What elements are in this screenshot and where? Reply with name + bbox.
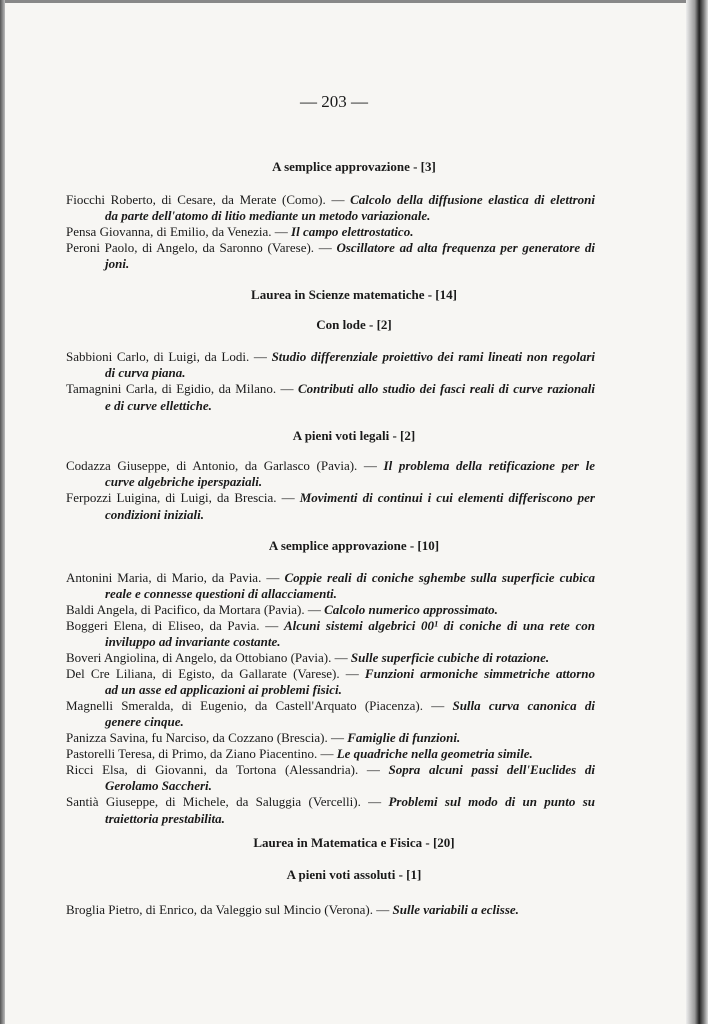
entry-line	[66, 901, 595, 919]
section-heading: Con lode - [2]	[316, 317, 392, 332]
entry-title: Studio differenziale proiettivo dei rami lineati non regolari	[271, 349, 595, 364]
entry-title: Calcolo numerico approssimato.	[324, 602, 498, 617]
entry-title: Sulla curva canonica di	[452, 698, 595, 713]
entry-line	[105, 255, 595, 273]
entry-line	[66, 793, 595, 811]
entry-author: Ricci Elsa, di Giovanni, da Tortona (Alessandria). —	[66, 762, 389, 777]
entry-author: Magnelli Smeralda, di Eugenio, da Castell'Arquato (Piacenza). —	[66, 698, 453, 713]
entry-author: Ferpozzi Luigina, di Luigi, da Brescia. —	[66, 490, 300, 505]
entry-author: Fiocchi Roberto, di Cesare, da Merate (Como). —	[66, 192, 351, 207]
entry-title: joni.	[105, 256, 130, 271]
page-number: — 203 —	[300, 92, 368, 111]
degree-heading: Laurea in Scienze matematiche - [14]	[251, 287, 457, 302]
entry-title: Famiglie di funzioni.	[347, 730, 461, 745]
entry-author: Pensa Giovanna, di Emilio, da Venezia. —	[66, 224, 292, 239]
entry-title: Calcolo della diffusione elastica di elettroni	[350, 192, 595, 207]
entry-title: genere cinque.	[105, 714, 184, 729]
entry-title: Sulle variabili a eclisse.	[392, 902, 519, 917]
entry-title: Contributi allo studio dei fasci reali di curve razionali	[298, 381, 595, 396]
entry-title: Gerolamo Saccheri.	[105, 778, 212, 793]
entry-author: Santià Giuseppe, di Michele, da Saluggia (Vercelli). —	[66, 794, 389, 809]
entry-author: Baldi Angela, di Pacifico, da Mortara (Pavia). —	[66, 602, 325, 617]
entry-title: Sopra alcuni passi dell'Euclides di	[388, 762, 595, 777]
scan-top-edge	[0, 0, 708, 3]
entry-author: Sabbioni Carlo, di Luigi, da Lodi. —	[66, 349, 272, 364]
entry-author: Antonini Maria, di Mario, da Pavia. —	[66, 570, 285, 585]
entry-line	[66, 380, 595, 398]
entry-title: condizioni iniziali.	[105, 507, 204, 522]
entry-title: ad un asse ed applicazioni ai problemi fisici.	[105, 682, 342, 697]
entry-title: di curva piana.	[105, 365, 186, 380]
entry-author: Tamagnini Carla, di Egidio, da Milano. —	[66, 381, 298, 396]
entry-title: Alcuni sistemi algebrici 00¹ di coniche di una rete con	[284, 618, 596, 633]
entry-title: reale e connesse questioni di allacciamenti.	[105, 586, 337, 601]
entry-author: Codazza Giuseppe, di Antonio, da Garlasco (Pavia). —	[66, 458, 384, 473]
entry-title: Le quadriche nella geometria simile.	[336, 746, 533, 761]
entry-author: Panizza Savina, fu Narciso, da Cozzano (Brescia). —	[66, 730, 348, 745]
section-heading: A pieni voti legali - [2]	[292, 428, 416, 443]
entry-author: Peroni Paolo, di Angelo, da Saronno (Varese). —	[66, 240, 337, 255]
entry-title: Funzioni armoniche simmetriche attorno	[364, 666, 595, 681]
section-heading: A pieni voti assoluti - [1]	[286, 867, 422, 882]
entry-author: Boggeri Elena, di Eliseo, da Pavia. —	[66, 618, 284, 633]
entry-title: da parte dell'atomo di litio mediante un metodo variazionale.	[105, 208, 431, 223]
entry-title: Il problema della retificazione per le	[383, 458, 595, 473]
entry-author: Del Cre Liliana, di Egisto, da Gallarate (Varese). —	[66, 666, 365, 681]
entry-title: Movimenti di continui i cui elementi differiscono per	[299, 490, 595, 505]
entry-title: inviluppo ad invariante costante.	[105, 634, 281, 649]
entry-title: e di curve ellettiche.	[105, 398, 212, 413]
section-heading: A semplice approvazione - [10]	[268, 538, 440, 553]
degree-heading: Laurea in Matematica e Fisica - [20]	[253, 835, 455, 850]
entry-line	[105, 810, 595, 828]
entry-title: Il campo elettrostatico.	[291, 224, 414, 239]
section-heading: A semplice approvazione - [3]	[272, 159, 436, 174]
entry-line	[66, 489, 595, 507]
entry-title: Problemi sul modo di un punto su	[388, 794, 595, 809]
entry-author: Broglia Pietro, di Enrico, da Valeggio sul Mincio (Verona). —	[66, 902, 393, 917]
entry-author: Boveri Angiolina, di Angelo, da Ottobiano (Pavia). —	[66, 650, 351, 665]
entry-line	[105, 397, 595, 415]
entry-title: Coppie reali di coniche sghembe sulla superficie cubica	[284, 570, 595, 585]
entry-title: curve algebriche iperspaziali.	[105, 474, 263, 489]
entry-title: traiettoria prestabilita.	[105, 811, 225, 826]
entry-line	[105, 506, 595, 524]
entry-title: Sulle superficie cubiche di rotazione.	[350, 650, 550, 665]
entry-author: Pastorelli Teresa, di Primo, da Ziano Piacentino. —	[66, 746, 337, 761]
entry-title: Oscillatore ad alta frequenza per generatore di	[336, 240, 595, 255]
